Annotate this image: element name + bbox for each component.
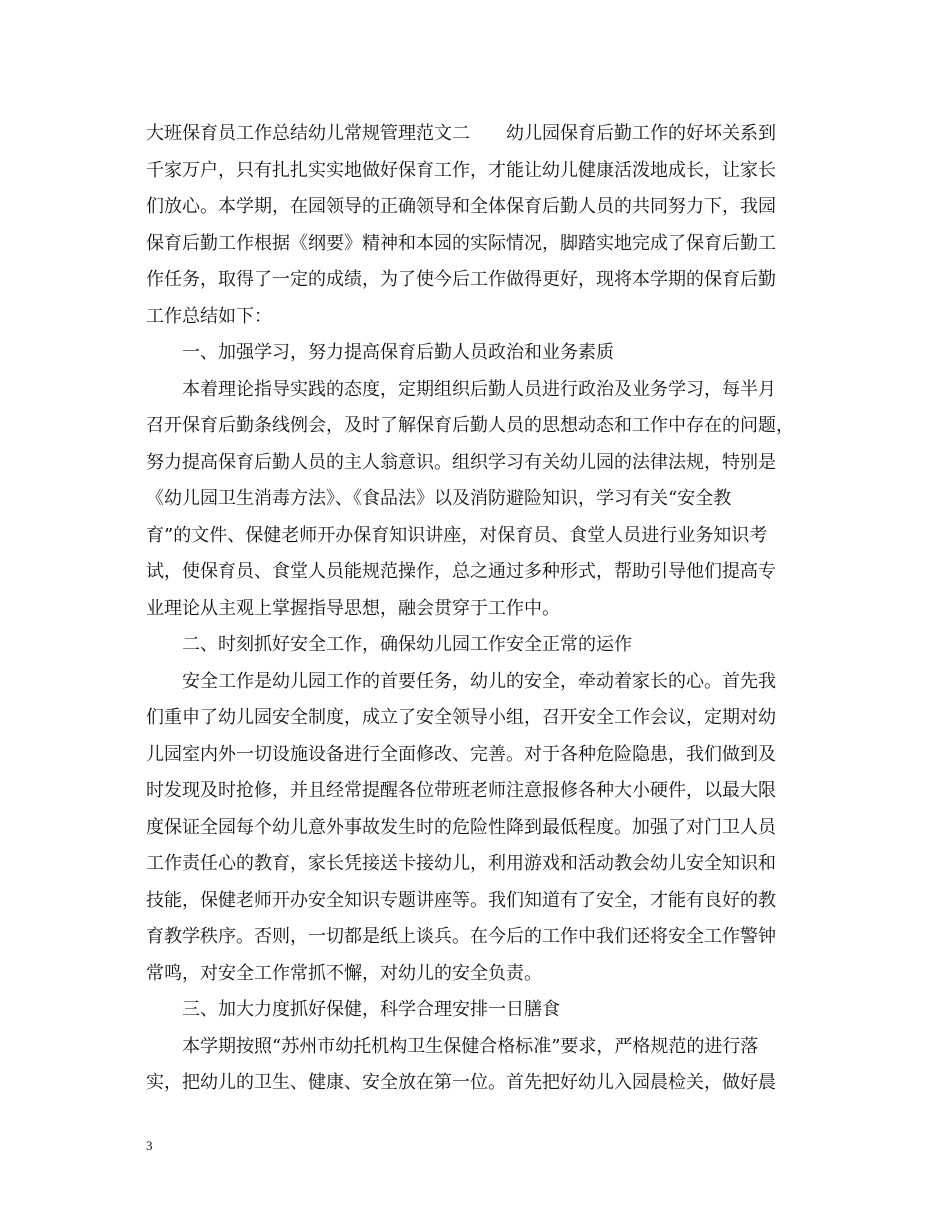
text-line: 努力提高保育后勤人员的主人翁意识。组织学习有关幼儿园的法律法规，特别是 bbox=[146, 451, 776, 473]
text-line: 保育后勤工作根据《纲要》精神和本园的实际情况，脚踏实地完成了保育后勤工 bbox=[146, 232, 776, 254]
text-line: 时发现及时抢修，并且经常提醒各位带班老师注意报修各种大小硬件，以最大限 bbox=[146, 780, 776, 801]
text-line: 二、时刻抓好安全工作，确保幼儿园工作安全正常的运作 bbox=[182, 634, 632, 655]
text-line: 工作总结如下： bbox=[146, 305, 272, 327]
text-line: 三、加大力度抓好保健，科学合理安排一日膳食 bbox=[182, 999, 560, 1020]
text-line: 大班保育员工作总结幼儿常规管理范文二 幼儿园保育后勤工作的好坏关系到 bbox=[146, 123, 776, 144]
text-line: 作任务，取得了一定的成绩，为了使今后工作做得更好，现将本学期的保育后勤 bbox=[146, 269, 776, 290]
text-line: 工作责任心的教育，家长凭接送卡接幼儿，利用游戏和活动教会幼儿安全知识和 bbox=[146, 853, 776, 874]
text-line: 实，把幼儿的卫生、健康、安全放在第一位。首先把好幼儿入园晨检关，做好晨 bbox=[146, 1072, 776, 1093]
text-line: 业理论从主观上掌握指导思想，融会贯穿于工作中。 bbox=[146, 597, 560, 619]
text-line: 召开保育后勤条线例会，及时了解保育后勤人员的思想动态和工作中存在的问题， bbox=[146, 415, 794, 436]
text-line: 《幼儿园卫生消毒方法》、《食品法》以及消防避险知识，学习有关“安全教 bbox=[146, 488, 732, 509]
text-line: 们重申了幼儿园安全制度，成立了安全领导小组，召开安全工作会议，定期对幼 bbox=[146, 707, 776, 728]
text-line: 安全工作是幼儿园工作的首要任务，幼儿的安全，牵动着家长的心。首先我 bbox=[182, 670, 776, 692]
document-body bbox=[146, 116, 806, 1102]
text-line: 本学期按照“苏州市幼托机构卫生保健合格标准”要求，严格规范的进行落 bbox=[182, 1035, 759, 1057]
text-line: 育”的文件、保健老师开办保育知识讲座，对保育员、食堂人员进行业务知识考 bbox=[146, 524, 768, 546]
text-line: 们放心。本学期，在园领导的正确领导和全体保育后勤人员的共同努力下，我园 bbox=[146, 196, 776, 217]
text-line: 常鸣，对安全工作常抓不懈，对幼儿的安全负责。 bbox=[146, 962, 542, 984]
page-number: 3 bbox=[146, 1138, 153, 1153]
text-line: 千家万户，只有扎扎实实地做好保育工作，才能让幼儿健康活泼地成长，让家长 bbox=[146, 159, 776, 181]
text-line: 儿园室内外一切设施设备进行全面修改、完善。对于各种危险隐患，我们做到及 bbox=[146, 743, 776, 765]
text-line: 本着理论指导实践的态度，定期组织后勤人员进行政治及业务学习，每半月 bbox=[182, 378, 776, 400]
text-line: 技能，保健老师开办安全知识专题讲座等。我们知道有了安全，才能有良好的教 bbox=[146, 889, 776, 911]
text-line: 度保证全园每个幼儿意外事故发生时的危险性降到最低程度。加强了对门卫人员 bbox=[146, 816, 776, 838]
text-line: 试，使保育员、食堂人员能规范操作，总之通过多种形式，帮助引导他们提高专 bbox=[146, 561, 776, 582]
text-line: 育教学秩序。否则，一切都是纸上谈兵。在今后的工作中我们还将安全工作警钟 bbox=[146, 926, 776, 947]
text-line: 一、加强学习，努力提高保育后勤人员政治和业务素质 bbox=[182, 342, 614, 363]
